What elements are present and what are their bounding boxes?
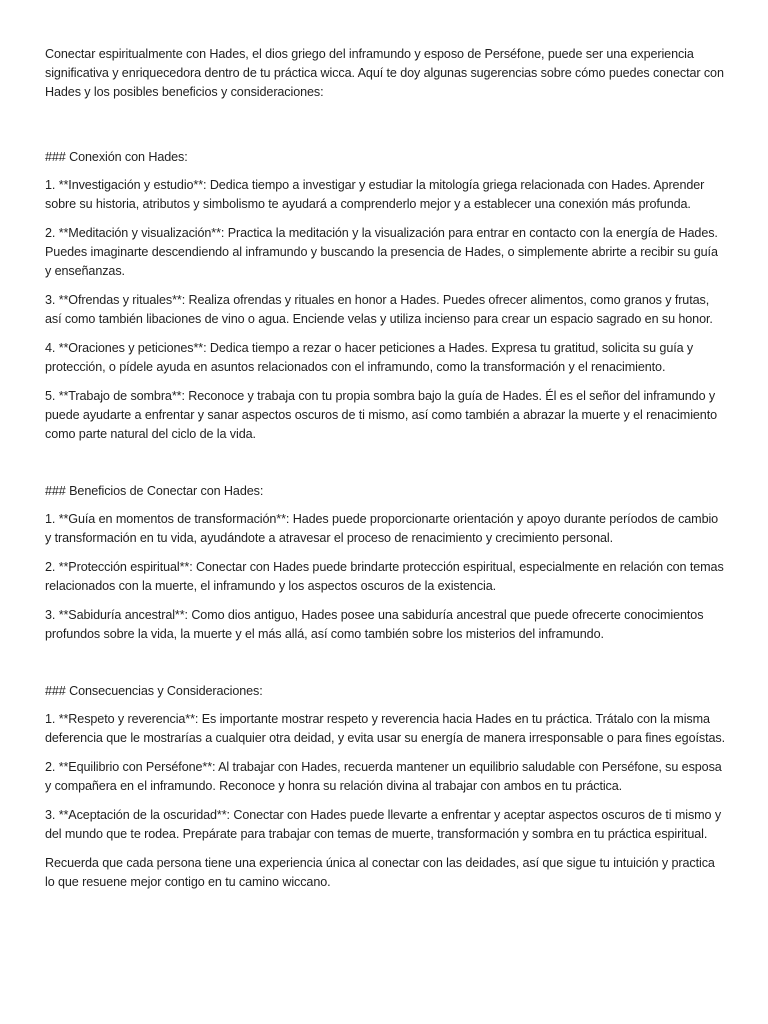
closing-paragraph: Recuerda que cada persona tiene una experiencia única al conectar con las deidades, así que sigue tu intuición y practica lo que resuene mejor contigo en tu camino wiccano. [45, 856, 715, 889]
section-heading-consideraciones: ### Consecuencias y Consideraciones: [45, 684, 263, 698]
section-heading-conexion: ### Conexión con Hades: [45, 150, 188, 164]
document-page [45, 45, 727, 892]
list-item: 3. **Aceptación de la oscuridad**: Conectar con Hades puede llevarte a enfrentar y aceptar aspectos oscuros de ti mismo y del mundo que te rodea. Prepárate para trabajar con temas de muerte, transformación y sombra en tu práctica espiritual. [45, 808, 722, 841]
list-item: 2. **Equilibrio con Perséfone**: Al trabajar con Hades, recuerda mantener un equilibrio saludable con Perséfone, su esposa y compañera en el inframundo. Reconoce y honra su relación divina al trabajar con ambos en tu práctica. [45, 760, 722, 793]
section-heading-beneficios: ### Beneficios de Conectar con Hades: [45, 484, 264, 498]
list-item: 1. **Investigación y estudio**: Dedica tiempo a investigar y estudiar la mitología griega relacionada con Hades. Aprender sobre su historia, atributos y simbolismo te ayudará a comprenderlo mejor y a establecer una conexión más profunda. [45, 178, 705, 211]
intro-paragraph: Conectar espiritualmente con Hades, el dios griego del inframundo y esposo de Perséfone, puede ser una experiencia significativa y enriquecedora dentro de tu práctica wicca. Aquí te doy algunas sugerencias sobre cómo puedes conectar con Hades y los posibles beneficios y consideraciones: [45, 47, 724, 99]
list-item: 4. **Oraciones y peticiones**: Dedica tiempo a rezar o hacer peticiones a Hades. Expresa tu gratitud, solicita su guía y protección, o pídele ayuda en asuntos relacionados con el inframundo, como la transformación y el renacimiento. [45, 341, 694, 374]
list-item: 2. **Meditación y visualización**: Practica la meditación y la visualización para entrar en contacto con la energía de Hades. Puedes imaginarte descendiendo al inframundo y buscando la presencia de Hades, o simplemente abrirte a recibir su guía y enseñanzas. [45, 226, 718, 278]
list-item: 1. **Respeto y reverencia**: Es importante mostrar respeto y reverencia hacia Hades en tu práctica. Trátalo con la misma deferencia que le mostrarías a cualquier otra deidad, y evita usar su energía de manera irresponsable o para fines egoístas. [45, 712, 725, 745]
list-item: 1. **Guía en momentos de transformación**: Hades puede proporcionarte orientación y apoyo durante períodos de cambio y transformación en tu vida, ayudándote a atravesar el proceso de renacimiento y crecimiento personal. [45, 512, 719, 545]
list-item: 5. **Trabajo de sombra**: Reconoce y trabaja con tu propia sombra bajo la guía de Hades. Él es el señor del inframundo y puede ayudarte a enfrentar y sanar aspectos oscuros de ti mismo, así como también a abrazar la muerte y el renacimiento como parte natural del ciclo de la vida. [45, 389, 718, 441]
list-item: 3. **Sabiduría ancestral**: Como dios antiguo, Hades posee una sabiduría ancestral que puede ofrecerte conocimientos profundos sobre la vida, la muerte y el más allá, así como también sobre los misterios del inframundo. [45, 608, 704, 641]
list-item: 2. **Protección espiritual**: Conectar con Hades puede brindarte protección espiritual, especialmente en relación con temas relacionados con la muerte, el inframundo y los aspectos oscuros de la existencia. [45, 560, 724, 593]
list-item: 3. **Ofrendas y rituales**: Realiza ofrendas y rituales en honor a Hades. Puedes ofrecer alimentos, como granos y frutas, así como también libaciones de vino o agua. Enciende velas y utiliza incienso para crear un espacio sagrado en su honor. [45, 293, 713, 326]
